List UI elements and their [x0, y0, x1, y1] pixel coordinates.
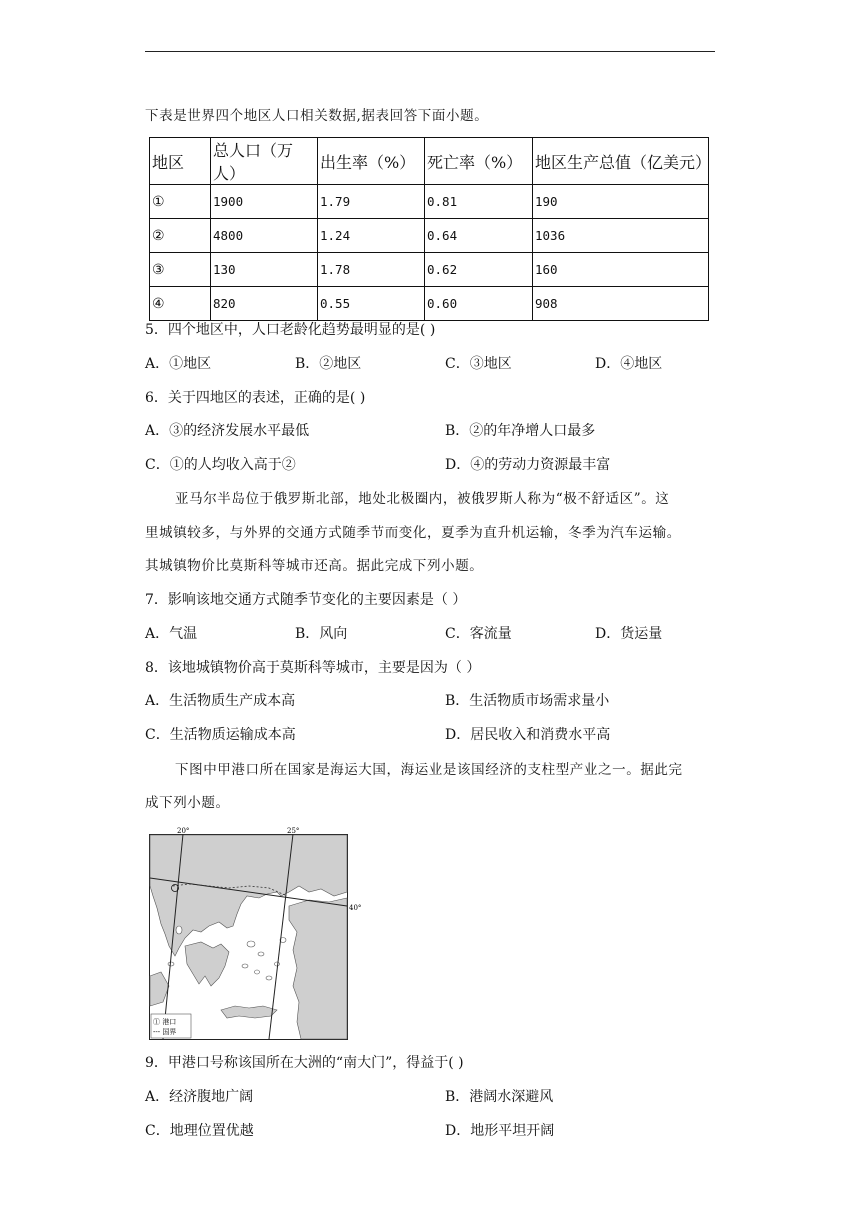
- population-table: [149, 137, 712, 321]
- q6-option-b[interactable]: B．②的年净增人口最多: [445, 423, 596, 439]
- table-cell: 0.55: [318, 287, 425, 321]
- passage-2-line: 亚马尔半岛位于俄罗斯北部，地处北极圈内，被俄罗斯人称为“极不舒适区”。这: [175, 491, 670, 507]
- table-cell: 0.81: [425, 185, 533, 219]
- header-cell: 出生率（%）: [318, 138, 425, 185]
- table-cell: 1.78: [318, 253, 425, 287]
- passage-2-line: 其城镇物价比莫斯科等城市还高。据此完成下列小题。: [145, 558, 484, 574]
- q9-option-c[interactable]: C．地理位置优越: [145, 1123, 254, 1139]
- q6-option-a[interactable]: A．③的经济发展水平最低: [145, 423, 310, 439]
- table-cell: ②: [150, 219, 211, 253]
- header-cell: 死亡率（%）: [425, 138, 533, 185]
- q7-option-d[interactable]: D．货运量: [595, 626, 663, 642]
- table-row: [150, 185, 709, 219]
- question-8-stem: 8．该地城镇物价高于莫斯科等城市，主要是因为（ ）: [145, 660, 481, 676]
- q8-option-d[interactable]: D．居民收入和消费水平高: [445, 727, 611, 743]
- question-6-stem: 6．关于四地区的表述，正确的是( ): [145, 390, 366, 406]
- greece-map-figure: [149, 826, 362, 1040]
- table-intro: 下表是世界四个地区人口相关数据,据表回答下面小题。: [145, 108, 489, 124]
- passage-3-line: 成下列小题。: [145, 795, 230, 811]
- table-cell: 190: [533, 185, 709, 219]
- header-cell: 地区: [150, 138, 211, 185]
- legend-border: --- 国界: [153, 1028, 177, 1036]
- q7-option-c[interactable]: C．客流量: [445, 626, 512, 642]
- lon-label-20: 20°: [177, 827, 190, 835]
- header-rule: [145, 51, 715, 52]
- question-5-stem: 5．四个地区中，人口老龄化趋势最明显的是( ): [145, 322, 436, 338]
- q8-option-b[interactable]: B．生活物质市场需求量小: [445, 693, 610, 709]
- table-cell: 1036: [533, 219, 709, 253]
- q6-option-c[interactable]: C．①的人均收入高于②: [145, 457, 296, 473]
- q7-option-a[interactable]: A．气温: [145, 626, 198, 642]
- table-header-row: [150, 138, 709, 185]
- q5-option-d[interactable]: D．④地区: [595, 356, 663, 372]
- table-cell: ①: [150, 185, 211, 219]
- q9-option-d[interactable]: D．地形平坦开阔: [445, 1123, 555, 1139]
- legend-port: ① 港口: [153, 1018, 177, 1026]
- table-cell: 1900: [211, 185, 318, 219]
- table-row: [150, 253, 709, 287]
- table-cell: 1.79: [318, 185, 425, 219]
- land-turkey: [289, 898, 347, 1039]
- table-row: [150, 287, 709, 321]
- table-cell: 0.62: [425, 253, 533, 287]
- lat-label-40: 40°: [349, 904, 362, 912]
- land-crete: [221, 1006, 277, 1018]
- passage-2-line: 里城镇较多，与外界的交通方式随季节而变化，夏季为直升机运输，冬季为汽车运输。: [145, 525, 681, 541]
- table-cell: ④: [150, 287, 211, 321]
- question-7-stem: 7．影响该地交通方式随季节变化的主要因素是（ ）: [145, 592, 467, 608]
- table-cell: 130: [211, 253, 318, 287]
- table-cell: 820: [211, 287, 318, 321]
- table-cell: 1.24: [318, 219, 425, 253]
- table-cell: 160: [533, 253, 709, 287]
- q9-option-a[interactable]: A．经济腹地广阔: [145, 1089, 254, 1105]
- passage-3-line: 下图中甲港口所在国家是海运大国，海运业是该国经济的支柱型产业之一。据此完: [175, 762, 683, 778]
- question-9-stem: 9．甲港口号称该国所在大洲的“南大门”，得益于( ): [145, 1055, 464, 1071]
- q9-option-b[interactable]: B．港阔水深避风: [445, 1089, 554, 1105]
- table-cell: 908: [533, 287, 709, 321]
- table-cell: 0.60: [425, 287, 533, 321]
- q8-option-a[interactable]: A．生活物质生产成本高: [145, 693, 296, 709]
- header-cell: 总人口（万人）: [211, 138, 318, 185]
- q5-option-a[interactable]: A．①地区: [145, 356, 212, 372]
- table-cell: ③: [150, 253, 211, 287]
- table-cell: 4800: [211, 219, 318, 253]
- q5-option-c[interactable]: C．③地区: [445, 356, 512, 372]
- greece-map: [149, 826, 362, 1040]
- q7-option-b[interactable]: B．风向: [295, 626, 348, 642]
- lon-label-25: 25°: [287, 827, 300, 835]
- q8-option-c[interactable]: C．生活物质运输成本高: [145, 727, 296, 743]
- table-row: [150, 219, 709, 253]
- q6-option-d[interactable]: D．④的劳动力资源最丰富: [445, 457, 611, 473]
- table-cell: 0.64: [425, 219, 533, 253]
- q5-option-b[interactable]: B．②地区: [295, 356, 362, 372]
- header-cell: 地区生产总值（亿美元）: [533, 138, 709, 185]
